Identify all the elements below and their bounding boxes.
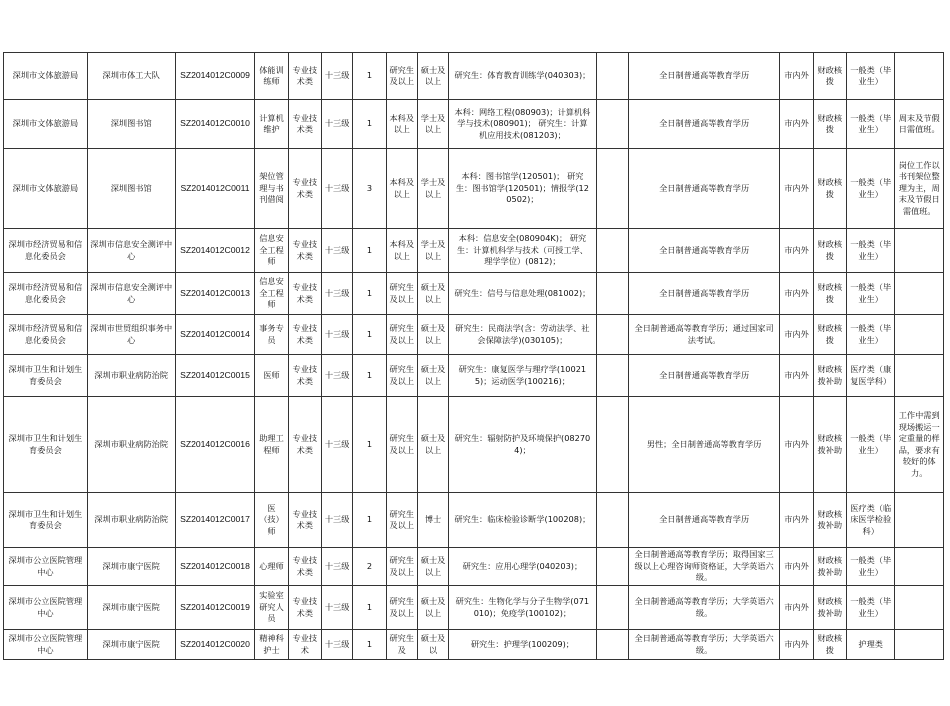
blank-cell	[596, 315, 628, 355]
headcount-cell: 1	[353, 493, 386, 548]
funding-cell: 财政核拨补助	[813, 548, 846, 586]
requirement-cell: 全日制普通高等教育学历	[628, 100, 779, 149]
remark-cell	[895, 586, 944, 630]
post-name-cell: 事务专员	[255, 315, 288, 355]
position-code-cell: SZ2014012C0020	[175, 630, 255, 660]
degree-cell: 硕士及以上	[417, 315, 448, 355]
unit-cell: 深圳市信息安全测评中心	[87, 229, 175, 273]
household-cell: 市内外	[780, 397, 813, 493]
grade-cell: 十三级	[322, 273, 353, 315]
job-table	[3, 52, 944, 660]
major-cell: 本科：信息安全(080904K)； 研究生：计算机科学与技术（可授工学、理学学位）(0812)；	[449, 229, 596, 273]
education-cell: 本科及以上	[386, 149, 417, 229]
dept-cell: 深圳市公立医院管理中心	[4, 548, 88, 586]
table-row	[4, 100, 944, 149]
position-code-cell: SZ2014012C0018	[175, 548, 255, 586]
table-row	[4, 315, 944, 355]
category-cell: 专业技术类	[288, 100, 321, 149]
post-type-cell: 一般类（毕业生）	[846, 100, 894, 149]
unit-cell: 深圳市康宁医院	[87, 548, 175, 586]
major-cell: 本科：网络工程(080903)；计算机科学与技术(080901)； 研究生：计算机应用技术(081203)；	[449, 100, 596, 149]
grade-cell: 十三级	[322, 53, 353, 100]
category-cell: 专业技术类	[288, 493, 321, 548]
funding-cell: 财政核拨补助	[813, 397, 846, 493]
remark-cell	[895, 493, 944, 548]
position-code-cell: SZ2014012C0013	[175, 273, 255, 315]
post-type-cell: 一般类（毕业生）	[846, 315, 894, 355]
major-cell: 本科：图书馆学(120501)； 研究生：图书馆学(120501)；情报学(120502)；	[449, 149, 596, 229]
household-cell: 市内外	[780, 229, 813, 273]
education-cell: 研究生及以上	[386, 273, 417, 315]
requirement-cell: 全日制普通高等教育学历；大学英语六级。	[628, 630, 779, 660]
dept-cell: 深圳市公立医院管理中心	[4, 586, 88, 630]
education-cell: 本科及以上	[386, 100, 417, 149]
unit-cell: 深圳市体工大队	[87, 53, 175, 100]
major-cell: 研究生：护理学(100209)；	[449, 630, 596, 660]
category-cell: 专业技术类	[288, 355, 321, 397]
blank-cell	[596, 355, 628, 397]
household-cell: 市内外	[780, 493, 813, 548]
position-code-cell: SZ2014012C0015	[175, 355, 255, 397]
remark-cell: 工作中需到现场搬运一定重量的样品，要求有较好的体力。	[895, 397, 944, 493]
blank-cell	[596, 100, 628, 149]
post-name-cell: 精神科护士	[255, 630, 288, 660]
requirement-cell: 全日制普通高等教育学历；通过国家司法考试。	[628, 315, 779, 355]
funding-cell: 财政核拨补助	[813, 493, 846, 548]
post-name-cell: 计算机维护	[255, 100, 288, 149]
degree-cell: 硕士及以上	[417, 586, 448, 630]
requirement-cell: 全日制普通高等教育学历	[628, 493, 779, 548]
dept-cell: 深圳市文体旅游局	[4, 149, 88, 229]
unit-cell: 深圳市康宁医院	[87, 586, 175, 630]
headcount-cell: 1	[353, 53, 386, 100]
table-row	[4, 630, 944, 660]
household-cell: 市内外	[780, 630, 813, 660]
post-type-cell: 一般类（毕业生）	[846, 548, 894, 586]
remark-cell: 岗位工作以书刊架位整理为主，周末及节假日需值班。	[895, 149, 944, 229]
unit-cell: 深圳市职业病防治院	[87, 493, 175, 548]
degree-cell: 学士及以上	[417, 229, 448, 273]
table-row	[4, 586, 944, 630]
household-cell: 市内外	[780, 586, 813, 630]
education-cell: 研究生及以上	[386, 53, 417, 100]
degree-cell: 硕士及以上	[417, 355, 448, 397]
requirement-cell: 全日制普通高等教育学历	[628, 273, 779, 315]
funding-cell: 财政核拨	[813, 630, 846, 660]
requirement-cell: 全日制普通高等教育学历	[628, 355, 779, 397]
education-cell: 研究生及以上	[386, 548, 417, 586]
unit-cell: 深圳市世贸组织事务中心	[87, 315, 175, 355]
table-row	[4, 397, 944, 493]
headcount-cell: 2	[353, 548, 386, 586]
category-cell: 专业技术类	[288, 149, 321, 229]
post-type-cell: 一般类（毕业生）	[846, 397, 894, 493]
post-type-cell: 医疗类（临床医学检验科）	[846, 493, 894, 548]
major-cell: 研究生：康复医学与理疗学(100215)；运动医学(100216)；	[449, 355, 596, 397]
funding-cell: 财政核拨	[813, 149, 846, 229]
blank-cell	[596, 149, 628, 229]
major-cell: 研究生：辐射防护及环境保护(082704)；	[449, 397, 596, 493]
dept-cell: 深圳市文体旅游局	[4, 100, 88, 149]
requirement-cell: 全日制普通高等教育学历	[628, 53, 779, 100]
household-cell: 市内外	[780, 273, 813, 315]
dept-cell: 深圳市卫生和计划生育委员会	[4, 397, 88, 493]
post-name-cell: 医师	[255, 355, 288, 397]
category-cell: 专业技术类	[288, 229, 321, 273]
grade-cell: 十三级	[322, 315, 353, 355]
remark-cell	[895, 53, 944, 100]
category-cell: 专业技术	[288, 630, 321, 660]
post-name-cell: 架位管理与书刊借阅	[255, 149, 288, 229]
post-type-cell: 护理类	[846, 630, 894, 660]
funding-cell: 财政核拨	[813, 100, 846, 149]
position-code-cell: SZ2014012C0012	[175, 229, 255, 273]
funding-cell: 财政核拨	[813, 315, 846, 355]
dept-cell: 深圳市卫生和计划生育委员会	[4, 493, 88, 548]
table-row	[4, 53, 944, 100]
household-cell: 市内外	[780, 355, 813, 397]
grade-cell: 十三级	[322, 630, 353, 660]
headcount-cell: 1	[353, 100, 386, 149]
remark-cell	[895, 315, 944, 355]
major-cell: 研究生：临床检验诊断学(100208)；	[449, 493, 596, 548]
headcount-cell: 1	[353, 355, 386, 397]
remark-cell	[895, 630, 944, 660]
post-name-cell: 信息安全工程师	[255, 273, 288, 315]
headcount-cell: 3	[353, 149, 386, 229]
post-type-cell: 一般类（毕业生）	[846, 229, 894, 273]
household-cell: 市内外	[780, 548, 813, 586]
education-cell: 本科及以上	[386, 229, 417, 273]
post-name-cell: 心理师	[255, 548, 288, 586]
position-code-cell: SZ2014012C0019	[175, 586, 255, 630]
table-row	[4, 548, 944, 586]
category-cell: 专业技术类	[288, 273, 321, 315]
headcount-cell: 1	[353, 630, 386, 660]
unit-cell: 深圳图书馆	[87, 100, 175, 149]
remark-cell	[895, 355, 944, 397]
grade-cell: 十三级	[322, 586, 353, 630]
headcount-cell: 1	[353, 229, 386, 273]
degree-cell: 硕士及以上	[417, 397, 448, 493]
post-type-cell: 一般类（毕业生）	[846, 273, 894, 315]
major-cell: 研究生：生物化学与分子生物学(071010)；免疫学(100102)；	[449, 586, 596, 630]
dept-cell: 深圳市经济贸易和信息化委员会	[4, 315, 88, 355]
category-cell: 专业技术类	[288, 315, 321, 355]
requirement-cell: 全日制普通高等教育学历	[628, 149, 779, 229]
remark-cell	[895, 273, 944, 315]
household-cell: 市内外	[780, 100, 813, 149]
dept-cell: 深圳市经济贸易和信息化委员会	[4, 229, 88, 273]
position-code-cell: SZ2014012C0009	[175, 53, 255, 100]
post-name-cell: 助理工程师	[255, 397, 288, 493]
category-cell: 专业技术类	[288, 53, 321, 100]
education-cell: 研究生及以上	[386, 355, 417, 397]
funding-cell: 财政核拨	[813, 273, 846, 315]
unit-cell: 深圳市康宁医院	[87, 630, 175, 660]
unit-cell: 深圳图书馆	[87, 149, 175, 229]
degree-cell: 学士及以上	[417, 149, 448, 229]
post-type-cell: 一般类（毕业生）	[846, 149, 894, 229]
education-cell: 研究生及以上	[386, 586, 417, 630]
headcount-cell: 1	[353, 315, 386, 355]
blank-cell	[596, 586, 628, 630]
dept-cell: 深圳市文体旅游局	[4, 53, 88, 100]
blank-cell	[596, 493, 628, 548]
remark-cell	[895, 548, 944, 586]
requirement-cell: 全日制普通高等教育学历；取得国家三级以上心理咨询师资格证，大学英语六级。	[628, 548, 779, 586]
household-cell: 市内外	[780, 315, 813, 355]
headcount-cell: 1	[353, 273, 386, 315]
blank-cell	[596, 397, 628, 493]
post-type-cell: 一般类（毕业生）	[846, 586, 894, 630]
funding-cell: 财政核拨补助	[813, 586, 846, 630]
position-code-cell: SZ2014012C0011	[175, 149, 255, 229]
blank-cell	[596, 53, 628, 100]
table-row	[4, 355, 944, 397]
unit-cell: 深圳市职业病防治院	[87, 397, 175, 493]
major-cell: 研究生：信号与信息处理(081002)；	[449, 273, 596, 315]
degree-cell: 硕士及以上	[417, 273, 448, 315]
remark-cell: 周末及节假日需值班。	[895, 100, 944, 149]
education-cell: 研究生及以上	[386, 315, 417, 355]
dept-cell: 深圳市经济贸易和信息化委员会	[4, 273, 88, 315]
position-code-cell: SZ2014012C0016	[175, 397, 255, 493]
education-cell: 研究生及以上	[386, 493, 417, 548]
position-code-cell: SZ2014012C0017	[175, 493, 255, 548]
household-cell: 市内外	[780, 53, 813, 100]
remark-cell	[895, 229, 944, 273]
blank-cell	[596, 548, 628, 586]
grade-cell: 十三级	[322, 149, 353, 229]
degree-cell: 硕士及以上	[417, 548, 448, 586]
blank-cell	[596, 229, 628, 273]
grade-cell: 十三级	[322, 548, 353, 586]
grade-cell: 十三级	[322, 229, 353, 273]
requirement-cell: 全日制普通高等教育学历	[628, 229, 779, 273]
position-code-cell: SZ2014012C0014	[175, 315, 255, 355]
headcount-cell: 1	[353, 397, 386, 493]
post-name-cell: 体能训练师	[255, 53, 288, 100]
table-row	[4, 149, 944, 229]
education-cell: 研究生及	[386, 630, 417, 660]
major-cell: 研究生：应用心理学(040203)；	[449, 548, 596, 586]
grade-cell: 十三级	[322, 100, 353, 149]
grade-cell: 十三级	[322, 493, 353, 548]
degree-cell: 硕士及以上	[417, 53, 448, 100]
category-cell: 专业技术类	[288, 586, 321, 630]
degree-cell: 学士及以上	[417, 100, 448, 149]
blank-cell	[596, 273, 628, 315]
dept-cell: 深圳市卫生和计划生育委员会	[4, 355, 88, 397]
requirement-cell: 男性；全日制普通高等教育学历	[628, 397, 779, 493]
funding-cell: 财政核拨	[813, 53, 846, 100]
post-type-cell: 一般类（毕业生）	[846, 53, 894, 100]
table-row	[4, 229, 944, 273]
unit-cell: 深圳市信息安全测评中心	[87, 273, 175, 315]
position-code-cell: SZ2014012C0010	[175, 100, 255, 149]
funding-cell: 财政核拨补助	[813, 355, 846, 397]
requirement-cell: 全日制普通高等教育学历；大学英语六级。	[628, 586, 779, 630]
blank-cell	[596, 630, 628, 660]
grade-cell: 十三级	[322, 397, 353, 493]
table-row	[4, 493, 944, 548]
post-name-cell: 医（技）师	[255, 493, 288, 548]
post-name-cell: 信息安全工程师	[255, 229, 288, 273]
headcount-cell: 1	[353, 586, 386, 630]
table-row	[4, 273, 944, 315]
dept-cell: 深圳市公立医院管理中心	[4, 630, 88, 660]
education-cell: 研究生及以上	[386, 397, 417, 493]
degree-cell: 博士	[417, 493, 448, 548]
funding-cell: 财政核拨	[813, 229, 846, 273]
degree-cell: 硕士及以	[417, 630, 448, 660]
category-cell: 专业技术类	[288, 548, 321, 586]
major-cell: 研究生：民商法学(含：劳动法学、社会保障法学)(030105)；	[449, 315, 596, 355]
major-cell: 研究生：体育教育训练学(040303)；	[449, 53, 596, 100]
table-body	[4, 53, 944, 660]
post-type-cell: 医疗类（康复医学科）	[846, 355, 894, 397]
household-cell: 市内外	[780, 149, 813, 229]
grade-cell: 十三级	[322, 355, 353, 397]
category-cell: 专业技术类	[288, 397, 321, 493]
post-name-cell: 实验室研究人员	[255, 586, 288, 630]
unit-cell: 深圳市职业病防治院	[87, 355, 175, 397]
